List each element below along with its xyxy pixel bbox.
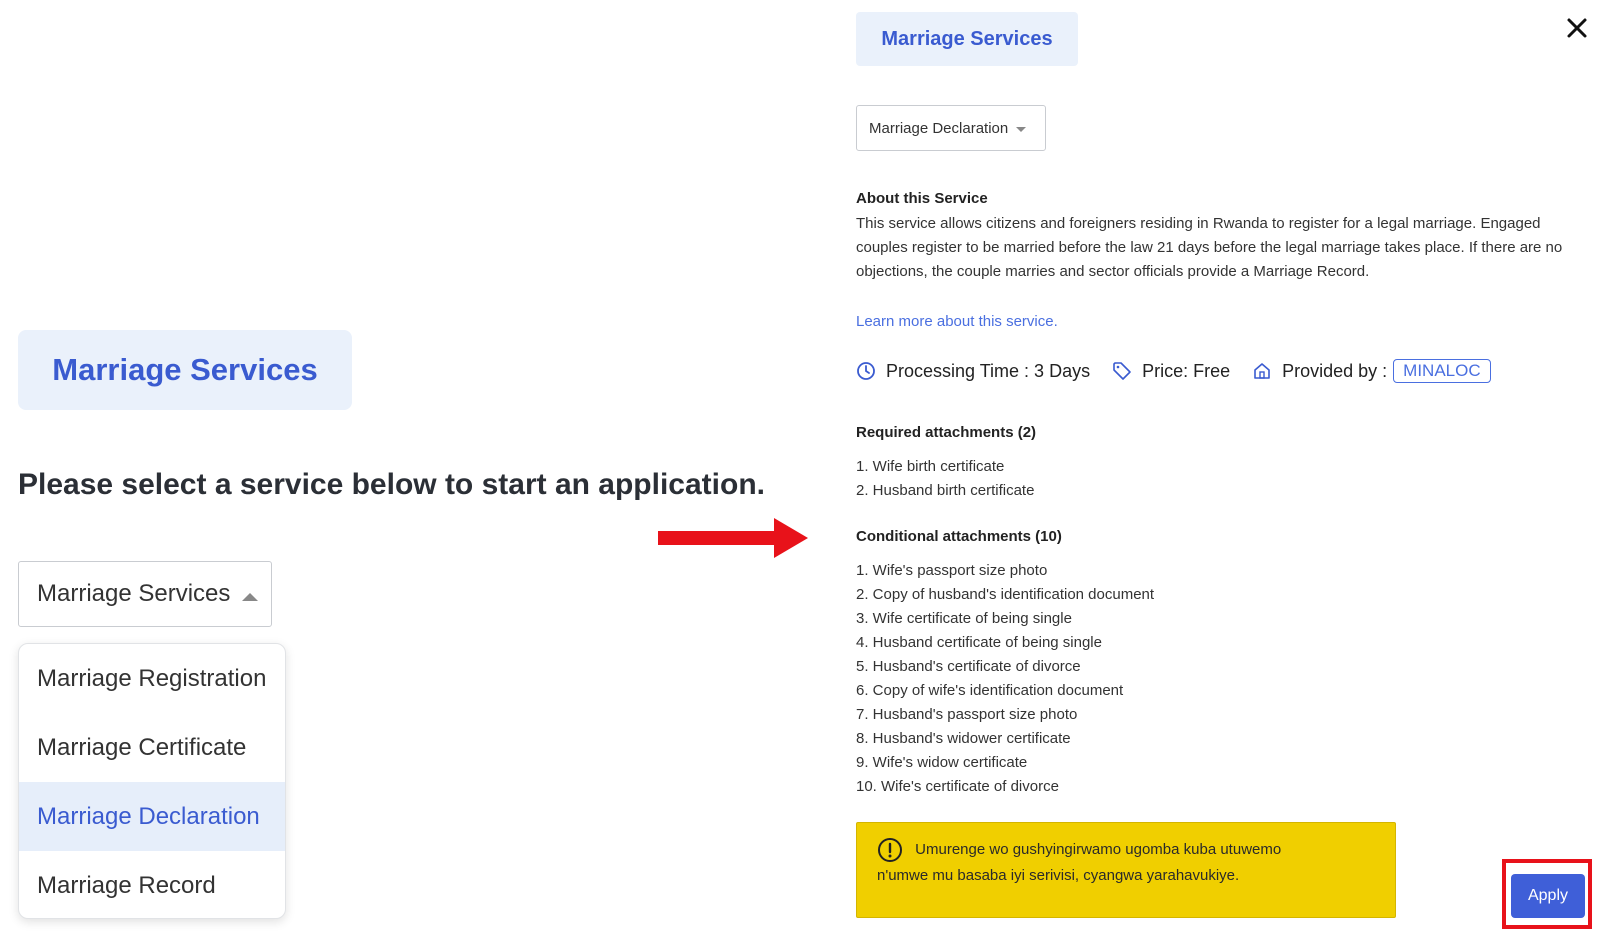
processing-time: Processing Time : 3 Days: [886, 360, 1091, 381]
list-item: 6. Copy of wife's identification document: [856, 682, 1124, 699]
price: Price: Free: [1142, 360, 1231, 381]
service-select-value: Marriage Declaration: [869, 119, 1009, 137]
arrow-right-icon: [658, 518, 808, 558]
home-icon: [1252, 361, 1272, 381]
option-marriage-certificate[interactable]: Marriage Certificate: [37, 733, 247, 761]
conditional-attachments-title: Conditional attachments (10): [856, 528, 1062, 545]
apply-button[interactable]: Apply: [1511, 874, 1585, 918]
option-marriage-registration[interactable]: Marriage Registration: [37, 664, 267, 692]
page-heading: Please select a service below to start an application.: [18, 468, 765, 501]
right-service-category-badge: Marriage Services: [856, 12, 1078, 66]
service-category-select[interactable]: [18, 561, 272, 627]
close-icon[interactable]: [1561, 12, 1593, 44]
list-item: 2. Husband birth certificate: [856, 482, 1035, 499]
list-item: 8. Husband's widower certificate: [856, 730, 1071, 747]
warning-text-line2: n'umwe mu basaba iyi serivisi, cyangwa yarahavukiye.: [877, 867, 1240, 885]
about-service-text: This service allows citizens and foreigners residing in Rwanda to register for a legal marriage. Engaged couples register to be married before the law 21 days before the legal marriage takes place. If there are no objections, the couple marries and sector officials provide a Marriage Record.: [856, 215, 1563, 280]
caret-up-icon: [242, 593, 258, 601]
list-item: 1. Wife's passport size photo: [856, 562, 1048, 579]
list-item: 7. Husband's passport size photo: [856, 706, 1078, 723]
conditional-attachments-list: [856, 559, 1154, 799]
list-item: 5. Husband's certificate of divorce: [856, 658, 1081, 675]
about-service-title: About this Service: [856, 190, 988, 207]
warning-text-line1: Umurenge wo gushyingirwamo ugomba kuba utuwemo: [915, 841, 1282, 858]
service-category-select-value: Marriage Services: [37, 580, 231, 607]
required-attachments-title: Required attachments (2): [856, 424, 1037, 441]
option-marriage-record[interactable]: Marriage Record: [37, 871, 216, 899]
list-item: 3. Wife certificate of being single: [856, 610, 1072, 627]
required-attachments-list: [856, 455, 1034, 503]
left-service-category-badge: Marriage Services: [18, 330, 352, 410]
list-item: 2. Copy of husband's identification document: [856, 586, 1155, 603]
clock-icon: [856, 361, 876, 381]
provider-badge: MINALOC: [1393, 359, 1490, 383]
list-item: 1. Wife birth certificate: [856, 458, 1005, 475]
tag-icon: [1112, 361, 1132, 381]
service-meta-row: [856, 356, 1491, 386]
service-dropdown-menu: [18, 643, 286, 919]
service-select[interactable]: [856, 105, 1046, 151]
provided-by-label: Provided by :: [1282, 360, 1388, 381]
caret-down-icon: [1016, 127, 1026, 132]
learn-more-link[interactable]: Learn more about this service.: [856, 313, 1058, 330]
warning-notice: [856, 822, 1396, 918]
option-marriage-declaration[interactable]: Marriage Declaration: [19, 782, 285, 851]
list-item: 4. Husband certificate of being single: [856, 634, 1102, 651]
alert-icon: [877, 837, 903, 863]
list-item: 10. Wife's certificate of divorce: [856, 778, 1059, 795]
list-item: 9. Wife's widow certificate: [856, 754, 1028, 771]
